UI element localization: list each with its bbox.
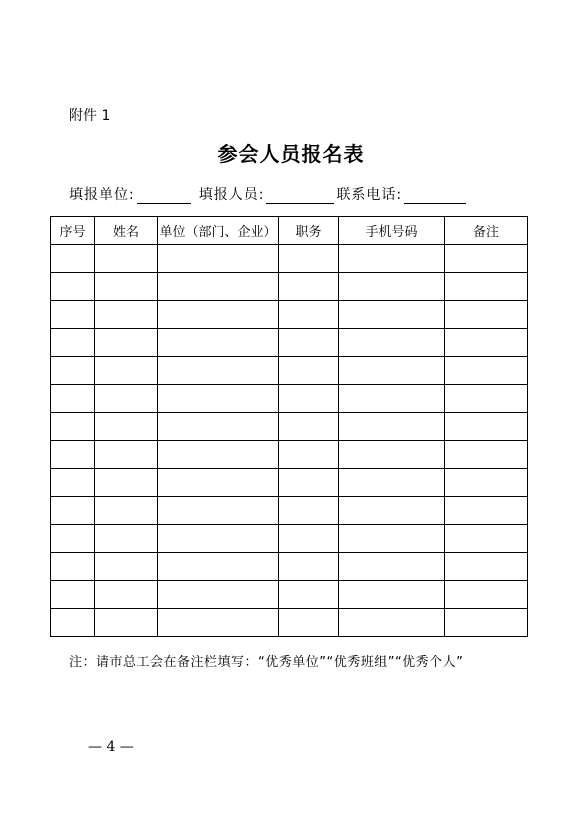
table-cell[interactable] (158, 385, 279, 413)
table-cell[interactable] (279, 385, 339, 413)
table-cell[interactable] (339, 357, 445, 385)
header-position: 职务 (279, 217, 339, 245)
table-cell[interactable] (339, 385, 445, 413)
table-cell[interactable] (279, 357, 339, 385)
table-cell[interactable] (339, 609, 445, 637)
table-cell[interactable] (51, 357, 95, 385)
table-cell[interactable] (95, 441, 158, 469)
table-cell[interactable] (158, 581, 279, 609)
footnote: 注：请市总工会在备注栏填写：“优秀单位”“优秀班组”“优秀个人” (69, 655, 464, 670)
table-cell[interactable] (279, 497, 339, 525)
table-cell[interactable] (445, 553, 528, 581)
page-number: — 4 — (88, 739, 134, 755)
table-cell[interactable] (445, 301, 528, 329)
table-row (51, 413, 528, 441)
table-row (51, 273, 528, 301)
table-cell[interactable] (445, 273, 528, 301)
table-cell[interactable] (51, 273, 95, 301)
fill-unit-blank[interactable] (137, 188, 191, 204)
table-row (51, 357, 528, 385)
table-cell[interactable] (279, 525, 339, 553)
table-row (51, 329, 528, 357)
table-row (51, 441, 528, 469)
header-unit: 单位（部门、企业） (158, 217, 279, 245)
table-cell[interactable] (279, 329, 339, 357)
table-cell[interactable] (158, 329, 279, 357)
table-cell[interactable] (339, 525, 445, 553)
table-cell[interactable] (339, 553, 445, 581)
table-cell[interactable] (51, 329, 95, 357)
table-cell[interactable] (158, 525, 279, 553)
table-cell[interactable] (158, 497, 279, 525)
table-cell[interactable] (51, 497, 95, 525)
table-cell[interactable] (279, 553, 339, 581)
table-cell[interactable] (445, 245, 528, 273)
table-cell[interactable] (95, 301, 158, 329)
table-cell[interactable] (51, 385, 95, 413)
header-name: 姓名 (95, 217, 158, 245)
table-header-row (51, 217, 528, 245)
table-cell[interactable] (339, 413, 445, 441)
table-body (51, 245, 528, 637)
table-cell[interactable] (339, 581, 445, 609)
table-cell[interactable] (158, 245, 279, 273)
table-cell[interactable] (51, 525, 95, 553)
table-cell[interactable] (445, 609, 528, 637)
table-cell[interactable] (339, 273, 445, 301)
table-cell[interactable] (51, 581, 95, 609)
fill-phone-blank[interactable] (404, 188, 466, 204)
header-phone: 手机号码 (339, 217, 445, 245)
table-cell[interactable] (339, 469, 445, 497)
table-cell[interactable] (95, 581, 158, 609)
table-cell[interactable] (445, 357, 528, 385)
table-row (51, 581, 528, 609)
table-cell[interactable] (445, 329, 528, 357)
attachment-label: 附件 1 (69, 108, 111, 124)
table-row (51, 245, 528, 273)
fill-person-blank[interactable] (266, 188, 334, 204)
table-cell[interactable] (445, 385, 528, 413)
table-cell[interactable] (158, 469, 279, 497)
registration-table (50, 216, 528, 637)
table-cell[interactable] (51, 245, 95, 273)
table-cell[interactable] (445, 413, 528, 441)
table-row (51, 609, 528, 637)
table-cell[interactable] (339, 497, 445, 525)
table-cell[interactable] (95, 329, 158, 357)
page-title: 参会人员报名表 (217, 142, 365, 166)
table-row (51, 525, 528, 553)
table-cell[interactable] (51, 301, 95, 329)
header-serial: 序号 (51, 217, 95, 245)
table-cell[interactable] (95, 245, 158, 273)
fill-info-row (69, 184, 468, 204)
table-cell[interactable] (51, 469, 95, 497)
table-cell[interactable] (279, 609, 339, 637)
table-cell[interactable] (279, 413, 339, 441)
table-cell[interactable] (158, 357, 279, 385)
table-cell[interactable] (95, 413, 158, 441)
table-row (51, 497, 528, 525)
table-row (51, 469, 528, 497)
table-cell[interactable] (95, 497, 158, 525)
table-cell[interactable] (445, 469, 528, 497)
table-cell[interactable] (95, 469, 158, 497)
table-cell[interactable] (95, 385, 158, 413)
table-cell[interactable] (95, 553, 158, 581)
table-cell[interactable] (279, 273, 339, 301)
table-cell[interactable] (158, 273, 279, 301)
table-cell[interactable] (51, 609, 95, 637)
table-cell[interactable] (279, 469, 339, 497)
table-cell[interactable] (158, 609, 279, 637)
table-cell[interactable] (158, 301, 279, 329)
table-cell[interactable] (158, 441, 279, 469)
table-cell[interactable] (51, 441, 95, 469)
table-cell[interactable] (445, 441, 528, 469)
table-cell[interactable] (339, 329, 445, 357)
header-remarks: 备注 (445, 217, 528, 245)
table-cell[interactable] (51, 553, 95, 581)
table-cell[interactable] (339, 441, 445, 469)
table-cell[interactable] (95, 609, 158, 637)
table-cell[interactable] (51, 413, 95, 441)
table-row (51, 301, 528, 329)
table-cell[interactable] (95, 525, 158, 553)
table-cell[interactable] (445, 497, 528, 525)
table-row (51, 553, 528, 581)
table-cell[interactable] (279, 301, 339, 329)
fill-person-label: 填报人员: (198, 187, 265, 203)
table-cell[interactable] (158, 553, 279, 581)
table-cell[interactable] (339, 301, 445, 329)
table-cell[interactable] (279, 581, 339, 609)
fill-phone-label: 联系电话: (336, 187, 403, 203)
table-cell[interactable] (445, 525, 528, 553)
table-row (51, 385, 528, 413)
table-cell[interactable] (279, 441, 339, 469)
table-cell[interactable] (95, 273, 158, 301)
fill-unit-label: 填报单位: (69, 187, 135, 203)
table-cell[interactable] (279, 245, 339, 273)
table-cell[interactable] (158, 413, 279, 441)
table-cell[interactable] (445, 581, 528, 609)
table-cell[interactable] (95, 357, 158, 385)
table-cell[interactable] (339, 245, 445, 273)
